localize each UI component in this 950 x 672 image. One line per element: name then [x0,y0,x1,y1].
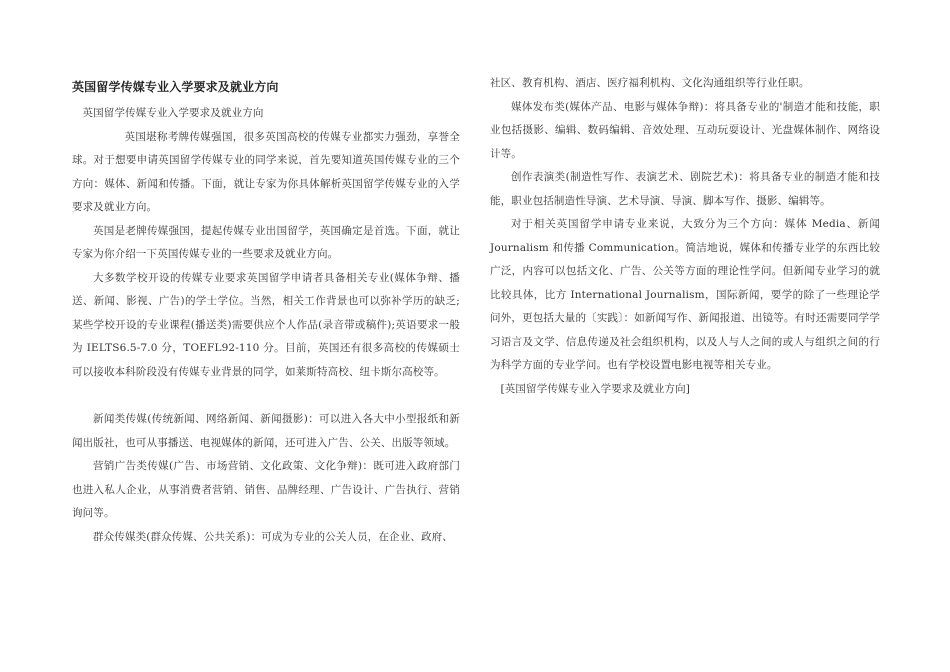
paragraph-creative-performance: 创作表演类(制造性写作、表演艺术、剧院艺术)：将具备专业的制造才能和技能，职业包括制造性导演、艺术导演、导演、脚本写作、摄影、编辑等。 [490,171,880,207]
paragraph-overview: 英国是老牌传媒强国，提起传媒专业出国留学，英国确定是首选。下面，就让专家为你介绍一下英国传媒专业的一些要求及就业方向。 [72,224,460,260]
paragraph-mass-media: 群众传媒类(群众传媒、公共关系)：可成为专业的公关人员，在企业、政府、 [93,530,453,543]
paragraph-marketing-media: 营销广告类传媒(广告、市场营销、文化政策、文化争辩)：既可进入政府部门也进入私人企业，从事消费者营销、销售、品牌经理、广告设计、广告执行、营销询问等。 [72,460,460,519]
paragraph-three-directions: 对于相关英国留学申请专业来说，大致分为三个方向：媒体 Media、新闻 Journalism 和传播 Communication。简洁地说，媒体和传播专业学的东西比较广泛，内容可以包括文化、广告、公关等方面的理论性学问。但新闻专业学习的就比较具体，比方 International Journalism，国际新闻，要学的除了一些理论学问外，更包括大量的〔实践〕：如新闻写作、新闻报道、出镜等。有时还需要同学学习语言及文学、信息传递及社会组织机构，以及人与人之间的或人与组织之间的行为科学方面的专业学问。也有学校设置电影电视等相关专业。 [490,218,880,371]
paragraph-news-media: 新闻类传媒(传统新闻、网络新闻、新闻摄影)：可以进入各大中小型报纸和新闻出版社，也可从事播送、电视媒体的新闻，还可进入广告、公关、出版等领域。 [72,413,460,449]
paragraph-media-release: 媒体发布类(媒体产品、电影与媒体争辩)：将具备专业的'制造才能和技能，职业包括摄影、编辑、数码编辑、音效处理、互动玩耍设计、光盘媒体制作、网络设计等。 [490,100,880,160]
document-title: 英国留学传媒专业入学要求及就业方向 [72,80,279,94]
paragraph-intro: 英国堪称考牌传媒强国，很多英国高校的传媒专业都实力强劲，享誉全球。对于想要申请英国留学传媒专业的同学来说，首先要知道英国传媒专业的三个方向：媒体、新闻和传播。下面，就让专家为你具体解析英国留学传媒专业的入学要求及就业方向。 [72,130,460,213]
left-column [72,76,460,549]
document-subtitle: 英国留学传媒专业入学要求及就业方向 [82,107,264,119]
paragraph-closing-tag: [英国留学传媒专业入学要求及就业方向] [500,382,691,395]
paragraph-requirements: 大多数学校开设的传媒专业要求英国留学申请者具备相关专业(媒体争辩、播送、新闻、影视、广告)的学士学位。当然，相关工作背景也可以弥补学历的缺乏;某些学校开设的专业课程(播送类)需要供应个人作品(录音带或稿件);英语要求一般为 IELTS6.5-7.0 分，TOEFL92-110 分。目前，英国还有很多高校的传媒硕士可以接收本科阶段没有传媒专业背景的同学，如莱斯特高校、纽卡斯尔高校等。 [72,271,460,378]
paragraph-mass-media-cont: 社区、教育机构、酒店、医疗福利机构、文化沟通组织等行业任职。 [490,77,810,89]
right-column [490,72,880,401]
